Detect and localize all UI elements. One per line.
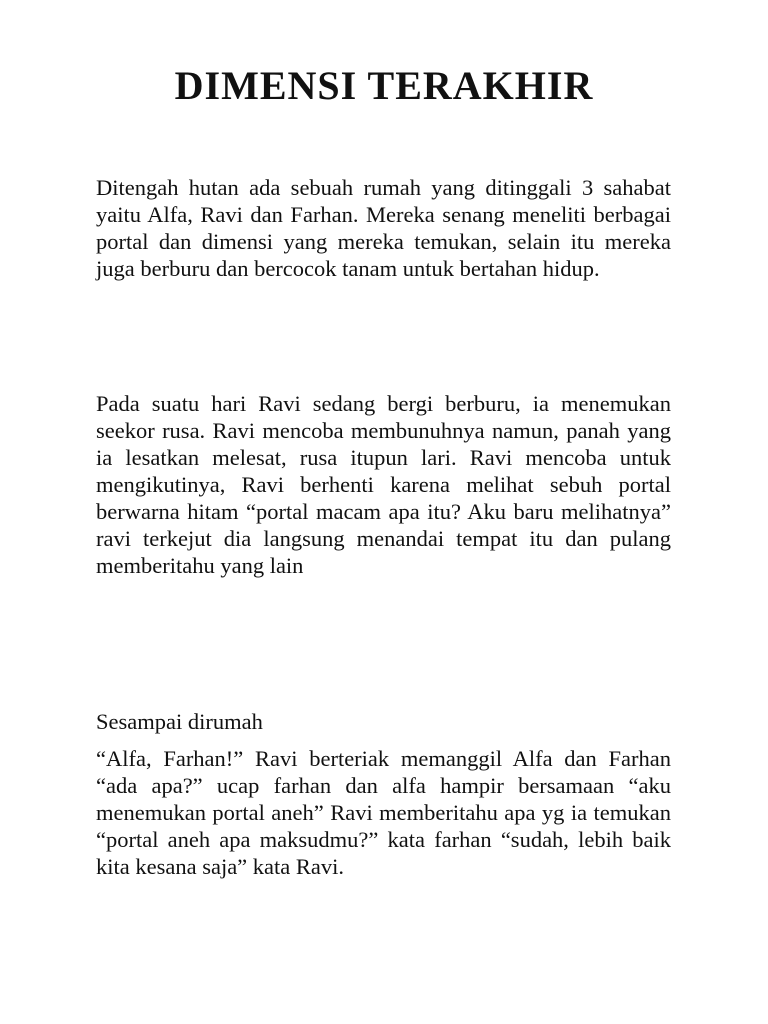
paragraph-hunting: Pada suatu hari Ravi sedang bergi berburu, ia menemukan seekor rusa. Ravi mencoba membunuhnya namun, panah yang ia lesatkan melesat, rusa itupun lari. Ravi mencoba untuk mengikutinya, Ravi berhenti karena melihat sebuh portal berwarna hitam “portal macam apa itu? Aku baru melihatnya” ravi terkejut dia langsung menandai tempat itu dan pulang memberitahu yang lain <box>96 391 671 578</box>
paragraph-dialogue: “Alfa, Farhan!” Ravi berteriak memanggil Alfa dan Farhan “ada apa?” ucap farhan dan alfa hampir bersamaan “aku menemukan portal aneh” Ravi memberitahu apa yg ia temukan “portal aneh apa maksudmu?” kata farhan “sudah, lebih baik kita kesana saja” kata Ravi. <box>96 746 671 879</box>
paragraph-intro: Ditengah hutan ada sebuah rumah yang ditinggali 3 sahabat yaitu Alfa, Ravi dan Farhan. Mereka senang meneliti berbagai portal dan dimensi yang mereka temukan, selain itu mereka juga berburu dan bercocok tanam untuk bertahan hidup. <box>96 175 671 281</box>
document-title: DIMENSI TERAKHIR <box>174 63 594 108</box>
paragraph-arrival: Sesampai dirumah <box>96 709 263 734</box>
